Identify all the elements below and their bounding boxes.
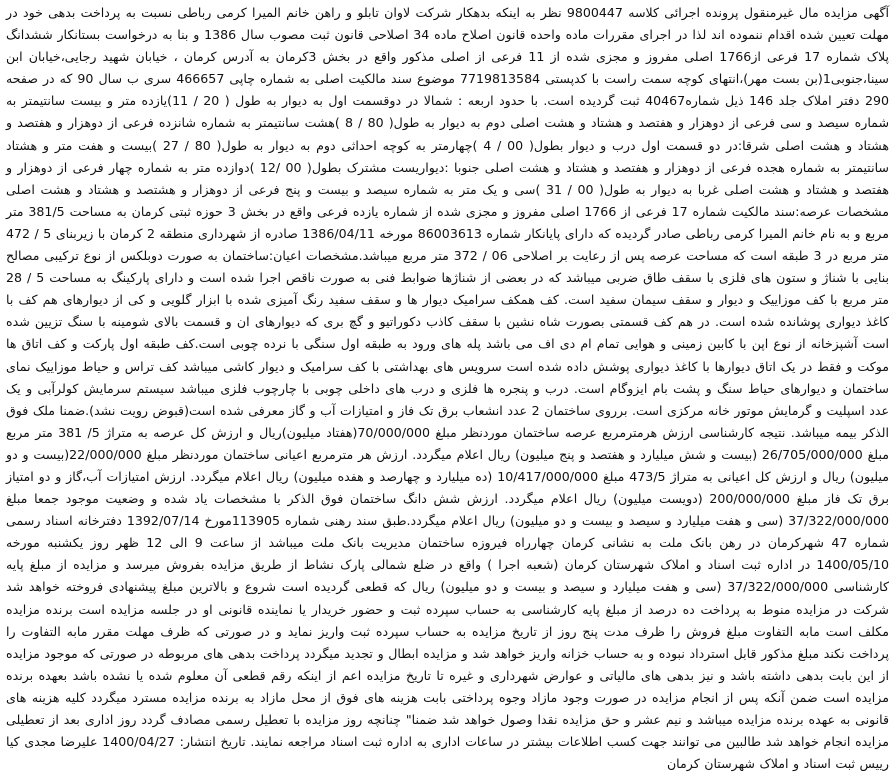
auction-notice-text: آگهی مزایده مال غیرمنقول پرونده اجرائی کلاسه 9800447 نظر به اینکه بدهکار شرکت لاوان تابلو و راهن خانم المیرا کرمی رباطی نسبت به پرداخت بدهی خود در مهلت تعیین شده اقدام ننموده اند لذا در اجرای مقررات ماده واحده قانون اصلاح ماده 34 اصلاحی قانون ثبت مصوب سال 1386 و بنا به درخواست بستانکار ششدانگ پلاک شماره 17 فرعی از1766 اصلی مفروز و مجزی شده از 11 فرعی از اصلی مذکور واقع در بخش 3کرمان به آدرس کرمان ، خیابان شهید رجایی،خیابان ابن سینا،جنوبی1(بن بست مهر)،انتهای کوچه سمت راست با کدپستی 7719813584 موضوع سند مالکیت اصلی به شماره چاپی 466657 سری ب سال 90 که در صفحه 290 دفتر املاک جلد 146 ذیل شماره40467 ثبت گردیده است. با حدود اربعه : شمالا در دوقسمت اول به دیوار به طول ( 20 / 11)یازده متر و بیست سانتیمتر به شماره سیصد و سی فرعی از دوهزار و هفتصد و هشتاد و هشت اصلی دوم به دیوار به طول( 80 / 8 )هشت سانتیمتر به شماره شانزده فرعی از دوهزار و هفتصد و هشتاد و هشت اصلی شرقا:در دو قسمت اول درب و دیوار بطول( 00 / 4 )چهارمتر به کوچه احداثی دوم به دیوار به طول( 80 / 27 )بیست و هفت متر و هشتاد سانتیمتر به شماره هجده فرعی از دوهزار و هفتصد و هشتاد و هشت اصلی جنوبا :دیواریست مشترک بطول( 00 /12 )دوازده متر به شماره چهار فرعی از دوهزار و هفتصد و هشتاد و هشت اصلی غربا به دیوار به طول( 00 / 31 )سی و یک متر به شماره سیصد و بیست و پنج فرعی از دوهزار و هشتصد و هشتاد و هشت اصلی مشخصات عرصه:سند مالکیت شماره 17 فرعی از 1766 اصلی مفروز و مجزی شده از شماره یازده فرعی واقع در بخش 3 حوزه ثبتی کرمان به مساحت 381/5 متر مربع و به نام خانم المیرا کرمی رباطی صادر گردیده که دارای پایانکار شماره 86003613 مورخه 1386/04/11 صادره از شهرداری منطقه 2 کرمان با زیربنای 5 / 472 متر مربع در 3 طبقه است که مساحت عرصه پس از رعایت بر اصلاحی 06 / 372 متر مربع میباشد.مشخصات اعیان:ساختمان به صورت دوبلکس از نوع ترکیبی مصالح بنایی با شناژ و ستون های فلزی با سقف طاق ضربی میباشد که در بعضی از شناژها ضوابط فنی به صورت ناقص اجرا شده است و دارای پارکینگ به مساحت 5 / 28 متر مربع با کف موزاییک و دیوار و سقف سیمان سفید است. کف همکف سرامیک دیوار ها و سقف سفید رنگ آمیزی شده با ابزار گلویی و کی از دیوارهای هم کف با کاغذ دیواری پوشانده شده است. در هم کف قسمتی بصورت شاه نشین با سقف کاذب دکوراتیو و گچ بری که دیوارهای ان و قسمت بالای شومینه با سنگ تزیین شده است آشپزخانه از نوع اپن با کابین زمینی و هوایی تمام ام دی اف می باشد پله های ورود به طبقه اول سنگی با نرده چوبی است.کف طبقه اول پارکت و کف اتاق ها موکت و فقط در یک اتاق دیوارها با کاغذ دیواری پوشش داده شده است سرویس های بهداشتی با کف سرامیک و دیوار کاشی میباشد کف تراس و حیاط موزاییک نمای ساختمان و دیوارهای حیاط سنگ و پشت بام ایزوگام است. درب و پنجره ها فلزی و درب های داخلی چوبی با چارچوب فلزی میباشد سیستم سرمایش کولرآبی و یک عدد اسپلیت و گرمایش موتور خانه مرکزی است. برروی ساختمان 2 عدد انشعاب برق تک فاز و امتیازات آب و گاز معرفی شده است(قبوض رویت نشد).ضمنا ملک فوق الذکر بیمه میباشد. نتیجه کارشناسی ارزش هرمترمربع عرصه ساختمان موردنظر مبلغ 70/000/000(هفتاد میلیون)ریال و ارزش کل عرصه به متراژ 5/ 381 متر مربع مبلغ 26/705/000/000 (بیست و شش میلیارد و هفتصد و پنج میلیون) ریال اعلام میگردد. ارزش هر مترمربع اعیانی ساختمان موردنظر مبلغ 22/000/000(بیست و دو میلیون) ریال و ارزش کل اعیانی به متراژ 473/5 مبلغ 10/417/000/000 (ده میلیارد و چهارصد و هفده میلیون) ریال اعلام میگردد. ارزش امتیازات آب،گاز و دو امتیاز برق تک فاز مبلغ 200/000/000 (دویست میلیون) ریال اعلام میگردد. ارزش شش دانگ ساختمان فوق الذکر با مشخصات یاد شده و وضعیت موجود جمعا مبلغ 37/322/000/000 (سی و هفت میلیارد و سیصد و بیست و دو میلیون) ریال اعلام میگردد.طبق سند رهنی شماره 113905مورخ 1392/07/14 دفترخانه اسناد رسمی شماره 47 شهرکرمان در رهن بانک ملت به نشانی کرمان چهارراه فیروزه ساختمان مدیریت بانک ملت میباشد از ساعت 9 الی 12 ظهر روز یکشنبه مورخه 1400/05/10 در اداره ثبت اسناد و املاک شهرستان کرمان (شعبه اجرا ) واقع در ضلع شمالی پارک نشاط از طریق مزایده بفروش میرسد و مزایده از مبلغ پایه کارشناسی 37/322/000/000 (سی و هفت میلیارد و سیصد و بیست و دو میلیون) ریال که قطعی گردیده است شروع و بالاترین مبلغ پیشنهادی فروخته خواهد شد شرکت در مزایده منوط به پرداخت ده درصد از مبلغ پایه کارشناسی به حساب سپرده ثبت و حضور خریدار یا نماینده قانونی او در جلسه مزایده است برنده مزایده مکلف است مابه التفاوت مبلغ فروش را ظرف مدت پنج روز از تاریخ مزایده به حساب سپرده ثبت واریز نماید و در صورتی که ظرف مهلت مقرر مابه التفاوت را پرداخت نکند مبلغ مذکور قابل استرداد نبوده و به حساب خزانه واریز خواهد شد و مزایده ابطال و تجدید میگردد پرداخت بدهی های مربوطه در صورتی که موجود مزایده از این بابت بدهی داشته باشد و نیز بدهی های مالیاتی و عوارض شهرداری و غیره تا تاریخ مزایده اعم از اینکه رقم قطعی آن معلوم شده یا نشده باشد بعهده برنده مزایده است ضمن آنکه پس از انجام مزایده در صورت وجود مازاد وجوه پرداختی بابت هزینه های فوق از محل مازاد به برنده مزایده مسترد میگردد کلیه هزینه های قانونی به عهده برنده مزایده میباشد و نیم عشر و حق مزایده نقدا وصول خواهد شد ضمنا" چنانچه روز مزایده با تعطیل رسمی مصادف گردد روز اداری بعد از تعطیلی مزایده انجام خواهد شد طالبین می توانند جهت کسب اطلاعات بیشتر در ساعات اداری به اداره ثبت اسناد مراجعه نمایند. تاریخ انتشار: 1400/04/27 علیرضا مجدی کیا رییس ثبت اسناد و املاک شهرستان کرمان: [6, 5, 890, 772]
